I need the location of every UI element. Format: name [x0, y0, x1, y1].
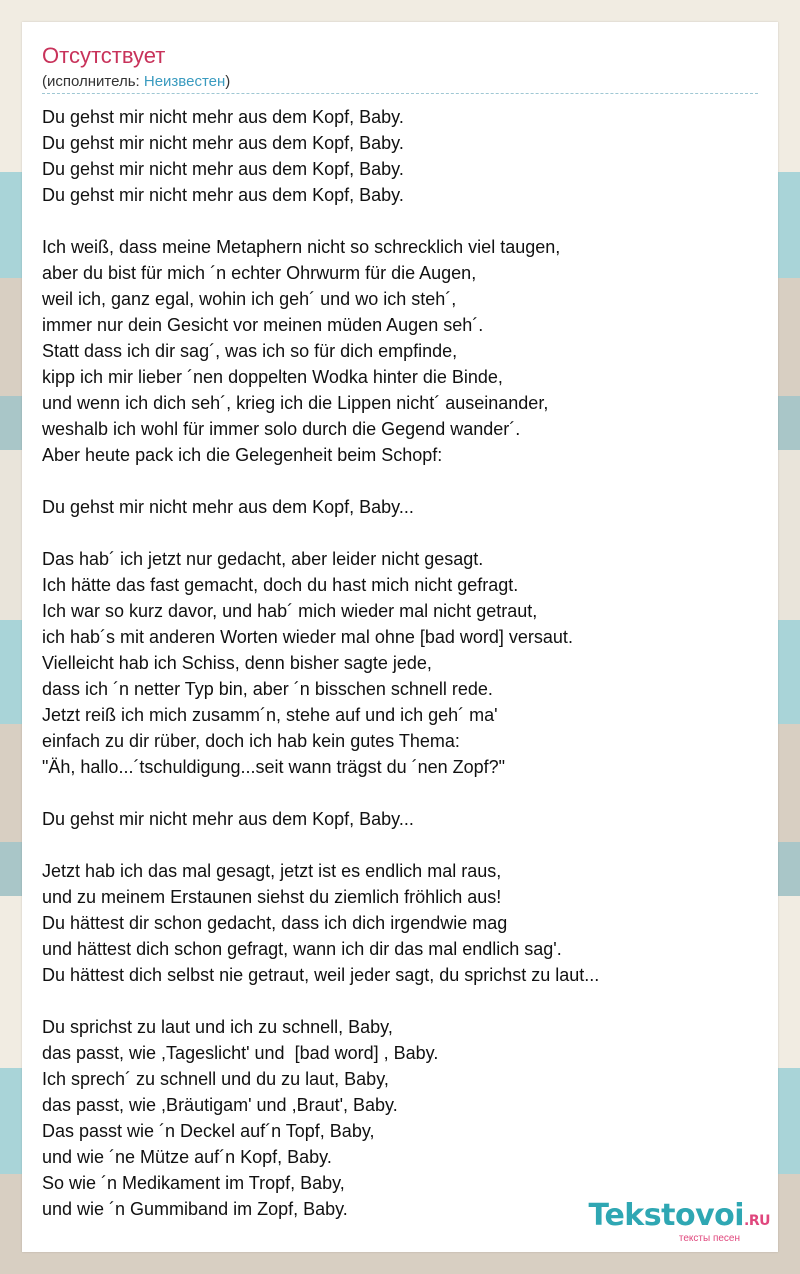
lyric-line: Du gehst mir nicht mehr aus dem Kopf, Baby... — [42, 809, 414, 829]
lyric-line — [42, 780, 762, 806]
lyric-line: Du gehst mir nicht mehr aus dem Kopf, Baby... — [42, 497, 414, 517]
lyrics-card — [22, 22, 778, 1252]
artist-link[interactable]: Неизвестен — [143, 73, 226, 90]
lyric-line: Du hättest dir schon gedacht, dass ich dich irgendwie mag — [42, 913, 508, 933]
lyric-line: und wie ´ne Mütze auf´n Kopf, Baby. — [42, 1147, 332, 1167]
lyric-line — [42, 468, 762, 494]
lyric-line: und zu meinem Erstaunen siehst du ziemlich fröhlich aus! — [42, 887, 502, 907]
lyric-line: weil ich, ganz egal, wohin ich geh´ und wo ich steh´, — [42, 289, 457, 309]
artist-suffix: ) — [225, 73, 231, 90]
lyric-line: Statt dass ich dir sag´, was ich so für dich empfinde, — [42, 341, 458, 361]
lyric-line — [42, 208, 762, 234]
lyric-line — [42, 520, 762, 546]
lyric-line: Das passt wie ´n Deckel auf´n Topf, Baby, — [42, 1121, 375, 1141]
song-title: Отсутствует — [42, 43, 166, 68]
lyric-line: Du gehst mir nicht mehr aus dem Kopf, Baby. — [42, 159, 404, 179]
lyric-line: Du gehst mir nicht mehr aus dem Kopf, Baby. — [42, 133, 404, 153]
lyric-line: Jetzt reiß ich mich zusamm´n, stehe auf und ich geh´ ma' — [42, 705, 498, 725]
lyric-line: Ich hätte das fast gemacht, doch du hast mich nicht gefragt. — [42, 575, 519, 595]
lyric-line: Vielleicht hab ich Schiss, denn bisher sagte jede, — [42, 653, 432, 673]
lyric-line: "Äh, hallo...´tschuldigung...seit wann trägst du ´nen Zopf?" — [42, 757, 506, 777]
lyric-line: und hättest dich schon gefragt, wann ich dir das mal endlich sag'. — [42, 939, 562, 959]
lyric-line: Das hab´ ich jetzt nur gedacht, aber leider nicht gesagt. — [42, 549, 484, 569]
lyrics-text — [42, 104, 762, 1222]
lyric-line: Jetzt hab ich das mal gesagt, jetzt ist es endlich mal raus, — [42, 861, 502, 881]
artist-line — [42, 73, 230, 91]
lyric-line: Ich weiß, dass meine Metaphern nicht so schrecklich viel taugen, — [42, 237, 561, 257]
lyric-line: Du sprichst zu laut und ich zu schnell, Baby, — [42, 1017, 393, 1037]
site-logo[interactable] — [588, 1200, 770, 1244]
lyric-line: Aber heute pack ich die Gelegenheit beim Schopf: — [42, 445, 443, 465]
lyric-line: immer nur dein Gesicht vor meinen müden Augen seh´. — [42, 315, 484, 335]
lyric-line: das passt, wie ,Tageslicht' und [bad word] , Baby. — [42, 1043, 439, 1063]
logo-suffix: .RU — [744, 1213, 770, 1229]
lyric-line — [42, 832, 762, 858]
lyric-line: Du hättest dich selbst nie getraut, weil jeder sagt, du sprichst zu laut... — [42, 965, 600, 985]
lyric-line: Ich sprech´ zu schnell und du zu laut, Baby, — [42, 1069, 389, 1089]
lyric-line: ich hab´s mit anderen Worten wieder mal ohne [bad word] versaut. — [42, 627, 573, 647]
lyric-line: So wie ´n Medikament im Tropf, Baby, — [42, 1173, 345, 1193]
header-divider — [42, 93, 758, 94]
lyric-line: kipp ich mir lieber ´nen doppelten Wodka hinter die Binde, — [42, 367, 503, 387]
lyric-line: und wie ´n Gummiband im Zopf, Baby. — [42, 1199, 348, 1219]
lyric-line: das passt, wie ,Bräutigam' und ,Braut', Baby. — [42, 1095, 398, 1115]
lyric-line: weshalb ich wohl für immer solo durch die Gegend wander´. — [42, 419, 521, 439]
lyric-line: aber du bist für mich ´n echter Ohrwurm für die Augen, — [42, 263, 477, 283]
lyric-line: und wenn ich dich seh´, krieg ich die Lippen nicht´ auseinander, — [42, 393, 549, 413]
lyric-line: einfach zu dir rüber, doch ich hab kein gutes Thema: — [42, 731, 460, 751]
logo-tagline: тексты песен — [678, 1233, 740, 1244]
lyric-line: Ich war so kurz davor, und hab´ mich wieder mal nicht getraut, — [42, 601, 538, 621]
lyric-line — [42, 988, 762, 1014]
lyric-line: dass ich ´n netter Typ bin, aber ´n bisschen schnell rede. — [42, 679, 493, 699]
lyric-line: Du gehst mir nicht mehr aus dem Kopf, Baby. — [42, 107, 404, 127]
lyric-line: Du gehst mir nicht mehr aus dem Kopf, Baby. — [42, 185, 404, 205]
artist-prefix: (исполнитель: — [42, 73, 144, 90]
logo-text: Tekstovoi — [588, 1198, 745, 1233]
